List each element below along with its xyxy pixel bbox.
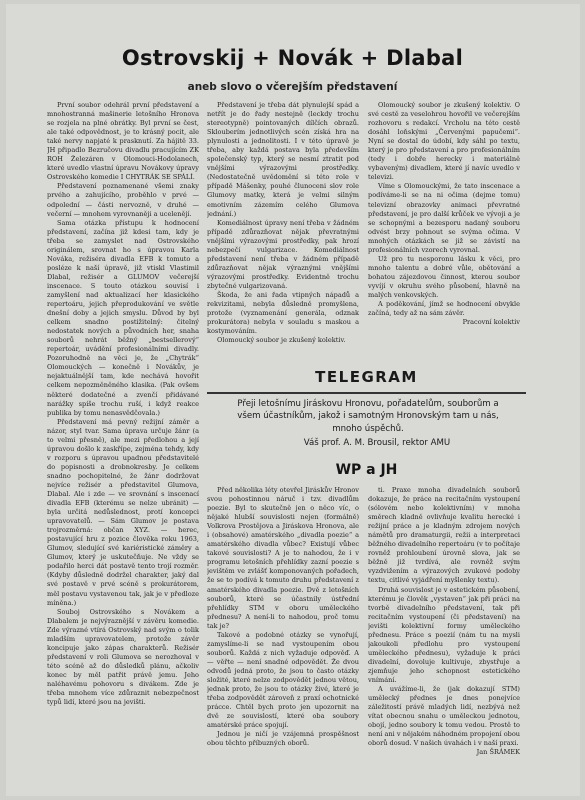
telegram-rule — [207, 392, 526, 394]
right-paragraph: Už pro tu nesporonu lásku k věci, pro mnoho talentu a dobré vůle, obětování a bohatou zájezdovou činnost, kterou soubor vyvíjí v okruhu svého působení, hlavně na malých venkovských. — [368, 254, 520, 299]
telegram-title: TELEGRAM — [315, 368, 418, 386]
subheadline: aneb slovo o včerejším představení — [187, 81, 398, 93]
telegram-signature: Váš prof. A. M. Brousil, rektor AMU — [303, 438, 451, 448]
right-signature: Pracovní kolektiv — [462, 318, 520, 327]
left-paragraph: První soubor odehrál první představení a mnohostranná mašinerie letošního Hronova se rozjela na plné obrátky. Byl první se čest, ale také odpovědnost, je to krásný pocit, ale také nervy napjaté k prasknutí. Za hájitě 33. JH připadlo Bezručovu divadlu pracujícím ZK ROH Železáren v Olomouci-Hodolanech, které uvedlo vlastní úpravu Novákovy úpravy Ostrovského komedie I CHYTRÁK SE SPÁLÍ. — [47, 101, 199, 182]
middle-paragraph: Škoda, že ani řada vtipných nápadů a rekvizitami, nebyla důsledně promyšlena, protože (vyznamenání generála, odznak prokurátora) nebyla v souladu s maskou a kostymováním. — [207, 290, 359, 336]
right-paragraph: Olomoucký soubor je zkušený kolektiv. O své cestě za veselohrou hovořil ve večerejším rozhovoru s redakcí. Vrcholu na této cestě dosáhl loňskými „Červenými papučemi“. Nyní se dostal do údobí, kdy sáhl po textu, který je pro představení a pro profesionálním (tedy i dobře herecky i materiálně vybaveným) divadlem, které jí navíc uvedlo v televizi. — [368, 101, 520, 182]
lower-right-paragraph: ti. Praxe mnoha divadelních souborů dokazuje, že práce na recitačním vystoupení (sólovém nebo kolektivním) v mnoha směrech kladně ovlivňuje kvalitu herecké i režijní práce a je kladným zdrojem nových námětů pro dramaturgii, režii a interpretaci běžného divadelního repertoáru (v to počítaje rovněž prohloubení úrovně slova, jak se běžně již tvrdívá, ale rovněž svým vyzdvižením a výrazových zvukové podoby textu, citlivé vyjádření myšlenky textu). — [368, 486, 520, 585]
lower-middle-paragraph: Jednou je ničí je vzájemná prospěšnost obou těchto příbuzných oborů. — [207, 730, 359, 748]
left-paragraph: Souboj Ostrovského s Novákem a Dlabalem je nejvýraznější v závěru komedie. Zde výrazné vtírá Ostrovský nad svým o tolik mladším upravovatelem, protože závěr koncipuje jako zápas charakterů. Režisér představení v roli Glumova se nerozhoval v této scéně až do důsledků plánu, ačkoliv konec by měl patřit právě jemu. Jeho naléhavému pohovoru s divákem. Zde je třeba mnohem více zdůraznit nebezpečnost typů lidí, které jsou na jevišti. — [47, 607, 199, 707]
lower-middle-column — [207, 486, 359, 756]
left-paragraph: Představení poznamenané všemi znaky prvého a zahujícího, proběhlo v prvé — odpolední — části nervozně, v druhé — večerní — mnohem vyrovnaněji a ucelenějí. — [47, 182, 199, 218]
lower-middle-paragraph: Před několika léty otevřel Jiráskův Hronov svou pohostinnou náruč i tzv. divadlům poezie. Byl to skutečně jen o něco víc, o nějaké hlubší souvislosti nejen (formálně) Volkrova Prostějova a Jiráskova Hronova, ale i (obsahové) amatérského „divadla poezie“ a amatérského divadla vůbec? Existují vůbec takové souvislosti? A je to nahodou, že i v programu letošních přehlídky zazní poezie s jevištěm ve zvlášť komponovaných pořadech, že se to podívá k tomuto druhu představení z amatérského divadla poezie. Dvě z letošních souborů, které se účastnily ústřední přehlídky STM v oboru uměleckého přednesu? A není-li to nahodou, proč tomu tak je? — [207, 486, 359, 630]
middle-paragraph: Olomoucký soubor je zkušený kolektiv. — [217, 336, 346, 345]
section-subhead: WP a JH — [335, 462, 398, 478]
left-paragraph: Sama otázka přístupu k hodnocení představení, začína již kdesi tam, kdy je třeba se zamyslet nad Ostrovského originálem, srovnat ho s úpravou Karla Nováka, režiséra divadla EFB k tomuto a posléze k naší úpravě, již vtiskl Vlastimil Dlabal, režisér a GLUMOV večerejší inscenace. S touto otázkou souvisí i zamyšlení nad aktualizací her klasického repertoáru, jejich přeprodukování ve světle dnešní doby a jejich smyslu. Důvod by byl celkem snadno postižitelný: čitelný nedostatek nových a původních her, snaha souborů nehrát běžný „bestsellerový“ repertoár, uvádění profesionálními divadly. Pozoruhodně na věci je, že „Chytrák“ Olomouckých — konečně i Novákův, je nejaktuálnější tam, kde nechává hovořit celkem nepozměněného klasika. (Pak ovšem některé dodatečné a zvenčí přidávané narážky spíše trochu ruší, i když reakce publika by tomu nenasvědčovala.) — [47, 218, 199, 417]
left-column — [47, 101, 199, 756]
middle-paragraph: Komediálnost úpravy není třeba v žádném případě zdůrazňovat nějak převratnými vnějšími výrazovými prostředky, pak hrozí nebezpečí vulgarizace. Komediálnost představení není třeba v žádném případě zdůrazňovat nějak výraznými vnějšími výrazovými prostředky. Evidentně trochu zbytečné vulgarizovaná. — [207, 218, 359, 290]
headline: Ostrovskij + Novák + Dlabal — [121, 46, 464, 70]
author-signature: Jan ŠRÁMEK — [476, 748, 520, 756]
left-paragraph: Představení má pevný režijní záměr a názor, styl tvar. Sama úprava určuje žánr (a to velmi přesně), ale mezi předlohou a její úpravou došlo k zaskřípe, zejména tehdy, kdy v rozporu s úpravou upadnou představitelé do popisnosti a drobnokresby. Je celkem snadno pochopitelné, že žánr dodržovat nejvíce režisér a představitel Glumova, Dlabal. Ale i zde — ve srovnání s inscenací divadla EFB (kterému se nelze ubránit) — byla určitá nedůslednost, protí koncepci upravovatelů. — Sám Glumov je postava trojrozměrná: občan XYZ. — herec, postavující hru z pozice člověka roku 1963, Glumov, sledující své kariéristické záměry a Glumov, který je uskutečňuje. Ne vždy se podařilo herci dát postavě tento trojí rozměr. (Kdyby důsledně dodržel charakter, jaký dal své postavě v prvé scéně s prokurátorem, měl postavu vystavenou tak, jak je v předloze míněna.) — [47, 417, 199, 607]
lower-right-column — [368, 486, 520, 756]
lower-middle-paragraph: Takové a podobné otázky se vynořují, zamyslíme-li se nad vystoupením obou souborů. Každá z nich vyžaduje odpověď. A — věřte — není snadné odpovědět. Že dvou odvodů jedná proto, že jsou to často otázky složité, které nelze zodpovědět jednou větou, jednak proto, že jsou to otázky živé, které je třeba zodpovědět zároveň z praxí ochotnické prácce. Chtěl bych proto jen upozornit na dvě ze souvislostí, které oba soubory amatérské práce spojují. — [207, 630, 359, 730]
middle-paragraph: Představení je třeba dát plynulejší spád a netřít je do řady nestejně (leckdy trochu stereotypně) pointovaných dílčích obrazů. Sklouberím jednotlivých scén získá hra na plynulosti a jednolitosti. I v této úpravě je třeba, aby každá postava byla především společenský typ, který se nesmí ztratit pod vnějšími výrazovými prostředky. (Nedostatečně uvědomění si této role v případě Mášenky, pouhé člunoceni slov role Glumovy matky, která je velmi silným emotivním zázemím celého Glumova jednání.) — [207, 101, 359, 218]
middle-column — [207, 101, 359, 359]
right-paragraph: A poděkování, jímž se hodnocení obvykle začíná, tedy až na sám závěr. — [368, 300, 520, 318]
lower-right-paragraph: A uvážíme-li, že (jak dokazují STM) umělecký přednes je dnes ponejvíce záležitostí právě mladých lidí, nezbývá než vítat obecnou snahu o uměleckou jednotou, obojí, jedno soubory k tomu vedou. Prostě to není ani v nějakém náhodném propojení obou oborů dosud. V našich úvahách i v naší praxi. — [368, 685, 520, 748]
lower-right-paragraph: Druhá souvislost je v estetickém působení, kterému je člověk „vystaven“ jak při práci na tvorbě divadelního představení, tak při recitačním vystoupení (či představení) na jevišti kolektivní formy uměleckého přednesu. Práce s poezií (nám tu na mysli jakoukoli předlohu pro vystoupení uměleckého přednesu), vyžaduje k práci divadelní, dovoluje kultivuje, zbystřuje a zjemňuje jeho schopnost estetického vnímání. — [368, 585, 520, 684]
right-paragraph: Víme s Olomouckými, že tato inscenace a podíváme-li se na ni očima (dejme tomu) televizní obrazovky animaci převratné představení, je pro další krůček ve vývoji a je se schopnými a bezesporu nadaný souboru odvést brzy pohnout se svýma očima. V mnohých otázkách se již se závistí na profesionálních vzorech vyrovnal. — [368, 182, 520, 254]
telegram-box — [207, 368, 526, 452]
right-column — [368, 101, 520, 359]
telegram-body: Přeji letošnímu Jiráskovu Hronovu, pořadatelům, souborům a všem účastníkům, jakož i samotným Hronovským tam u nás, mnoho úspěchů. — [237, 399, 499, 434]
